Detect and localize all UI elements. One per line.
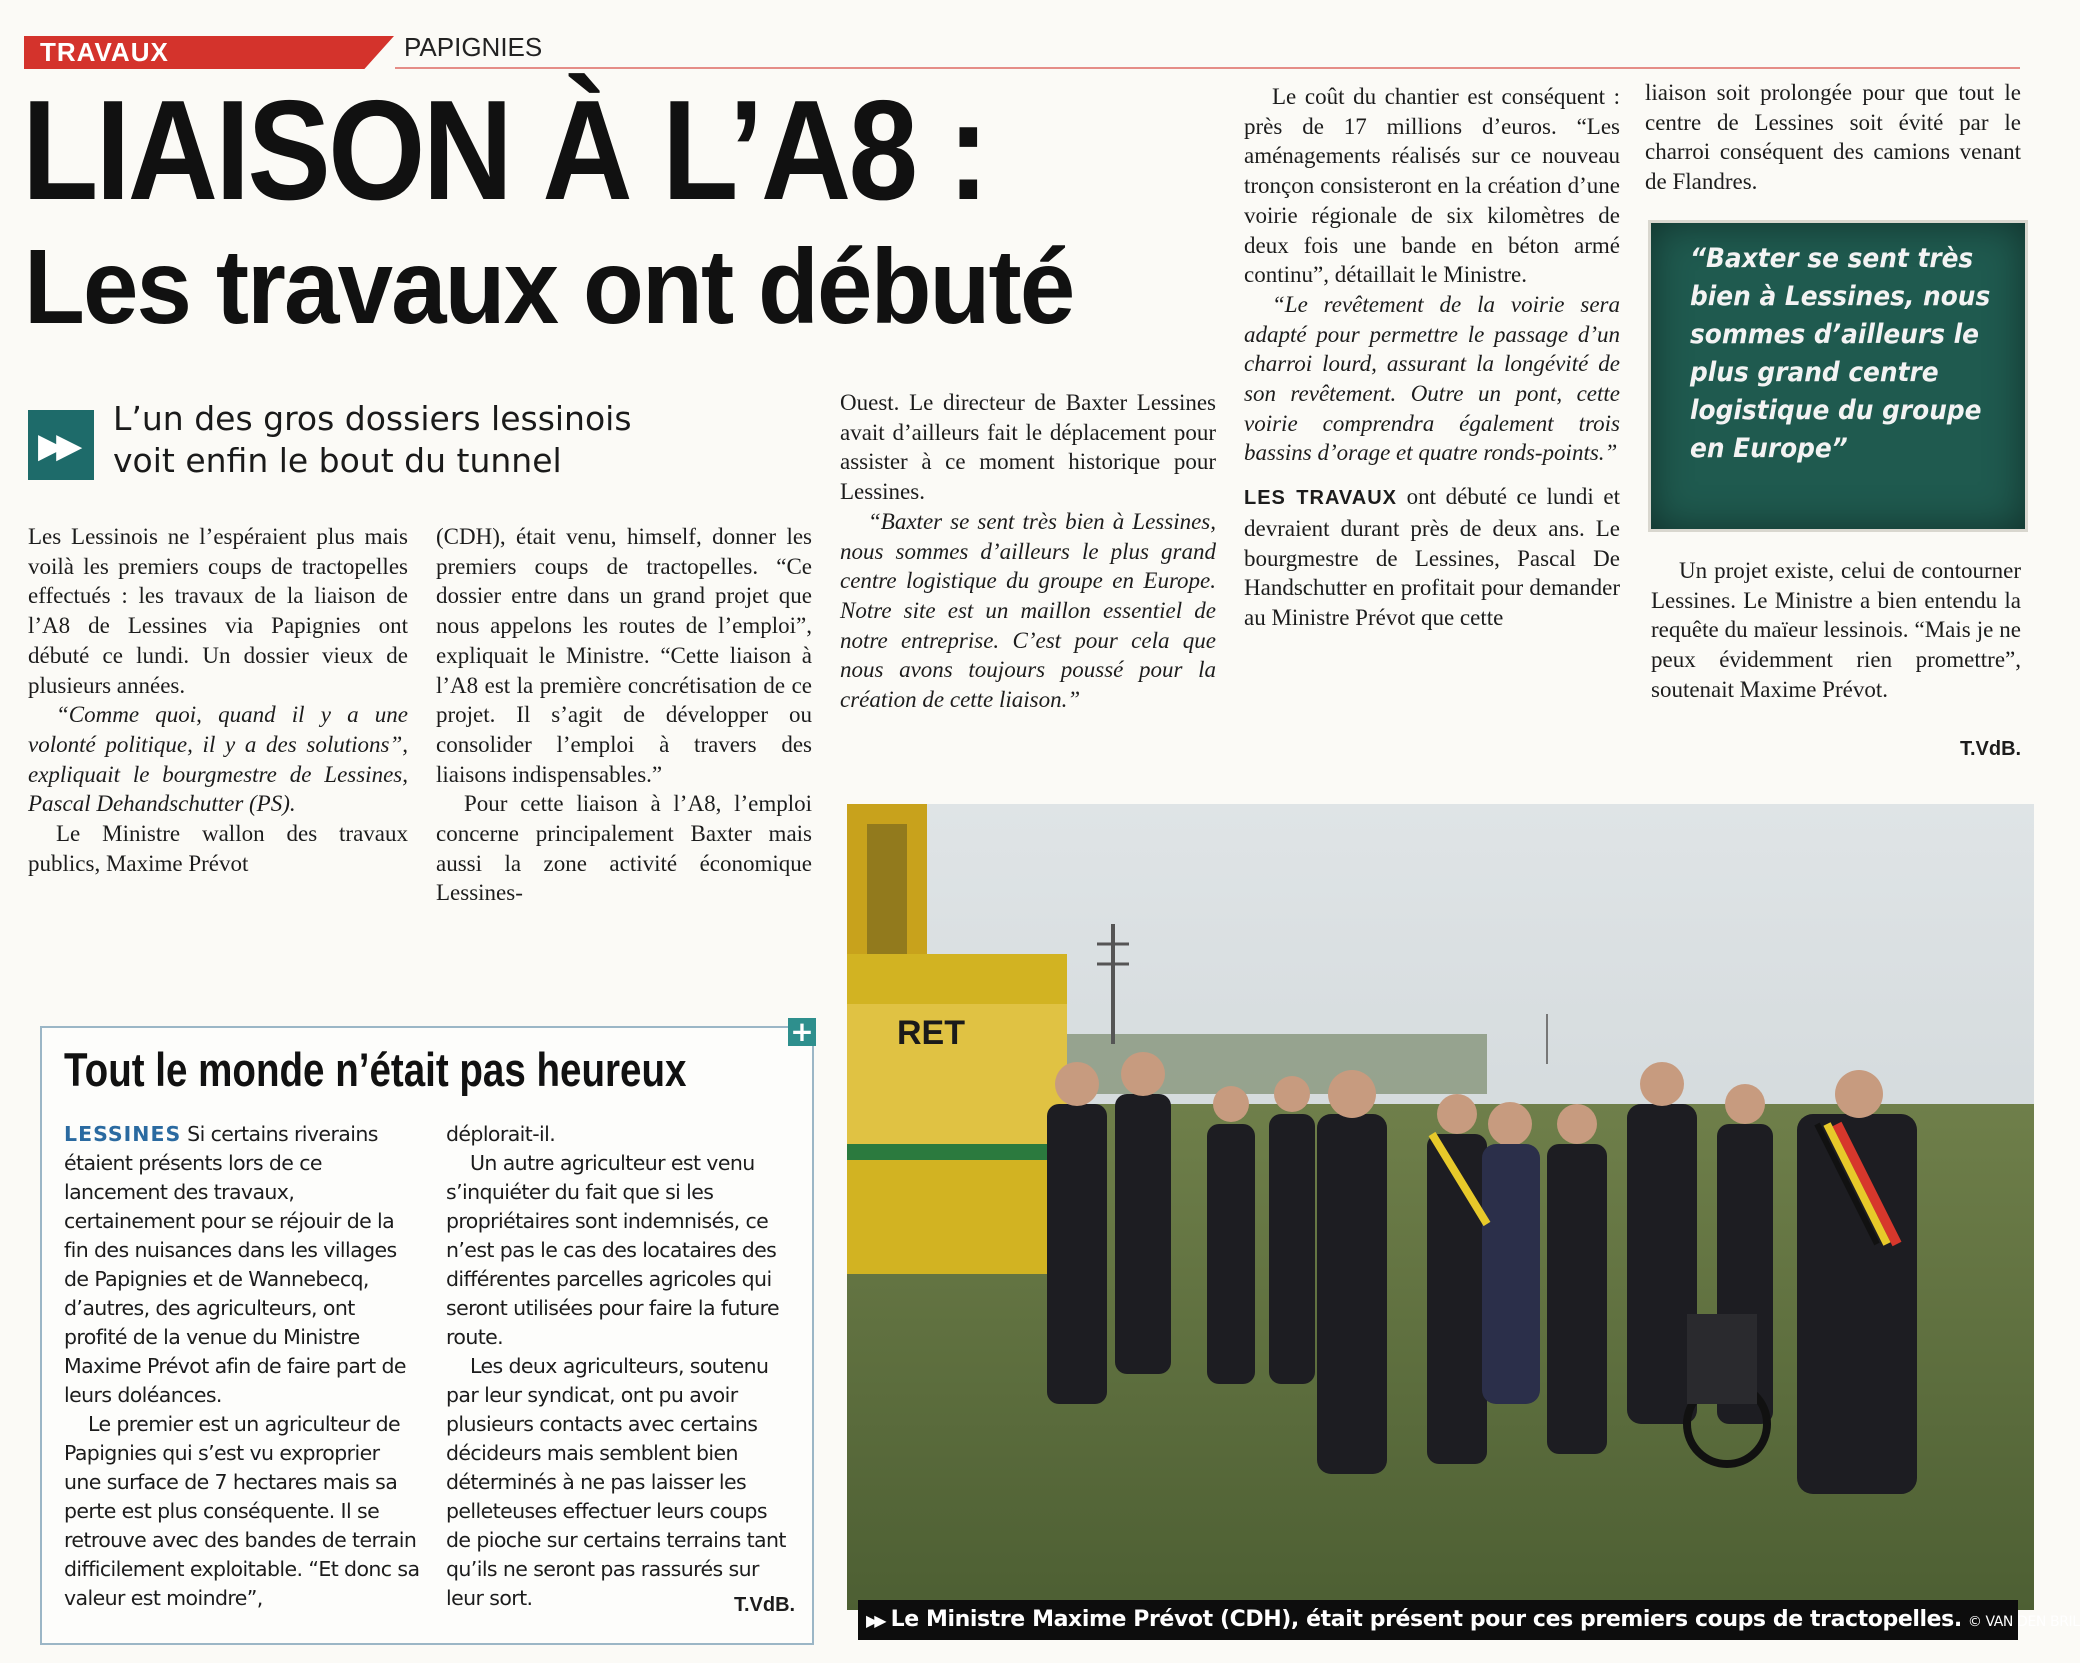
caption-text: Le Ministre Maxime Prévot (CDH), était présent pour ces premiers coups de tractopelles. (890, 1607, 1962, 1632)
paragraph: Les deux agriculteurs, soutenu par leur syndicat, ont pu avoir plusieurs contacts avec certains décideurs mais semblent bien déterminés à ne pas laisser les pelleteuses effectuer leurs coups de pioche sur certains terrains tant qu’ils ne seront pas rassurés sur leur sort. (446, 1354, 786, 1610)
sidebar-title: Tout le monde n’était pas heureux (64, 1043, 687, 1096)
sidebar-location: LESSINES (64, 1122, 182, 1146)
deck-line-2: voit enfin le bout du tunnel (113, 441, 562, 480)
article-column-1 (28, 522, 408, 878)
paragraph: déplorait-il. (446, 1122, 556, 1146)
paragraph-text: Si certains riverains étaient présents lors de ce lancement des travaux, certainement pour se réjouir de la fin des nuisances dans les villages de Papignies et de Wannebecq, d’autres, des agriculteurs, ont profité de la venue du Ministre Maxime Prévot afin de faire part de leurs doléances. (64, 1122, 406, 1407)
news-photo (847, 804, 2034, 1610)
fast-forward-icon: ▶▶ (866, 1611, 883, 1630)
sidebar-column-2 (446, 1120, 796, 1613)
paragraph-text: ont débuté ce lundi et devraient durant près de deux ans. Le bourgmestre de Lessines, Pascal De Handschutter en profitait pour demander au Ministre Prévot que cette (1244, 484, 1621, 630)
fast-forward-icon: ▶▶ (28, 410, 94, 480)
photo-caption (866, 1604, 2080, 1638)
plus-icon: + (788, 1018, 816, 1046)
paragraph: “Baxter se sent très bien à Lessines, nous sommes d’ailleurs le plus grand centre logistique du groupe en Europe. Notre site est un maillon essentiel de notre entreprise. C’est pour cela que nous avons toujours poussé pour la création de cette liaison.” (840, 508, 1216, 713)
article-column-4 (1244, 82, 1620, 633)
photo-credit: © VAN DEN BRIL (1967, 1614, 2080, 1630)
section-label: TRAVAUX (40, 37, 169, 67)
pull-quote: “Baxter se sent très bien à Lessines, nous sommes d’ailleurs le plus grand centre logistique du groupe en Europe” (1690, 243, 1991, 464)
header-rule (395, 67, 2020, 69)
paragraph: “Comme quoi, quand il y a une volonté politique, il y a des solutions”, expliquait le bourgmestre de Lessines, Pascal Dehandschutter (PS). (28, 702, 408, 817)
paragraph: (CDH), était venu, himself, donner les premiers coups de tractopelles. “Ce dossier entre dans un grand projet que nous appelons les routes de l’emploi”, expliquait le Ministre. “Cette liaison à l’A8 est la première concrétisation de ce projet. Il s’agit de développer ou consolider l’emploi à travers des liaisons indispensables.” (436, 524, 812, 787)
article-signature: T.VdB. (1960, 738, 2022, 760)
paragraph: Pour cette liaison à l’A8, l’emploi concerne principalement Baxter mais aussi la zone activité économique Lessines- (436, 791, 812, 906)
article-column-5a (1645, 78, 2021, 197)
deck (113, 398, 833, 482)
photo-illustration (847, 804, 2034, 1610)
paragraph: Un autre agriculteur est venu s’inquiéter du fait que si les propriétaires sont indemnisés, ce n’est pas le cas des locataires des différentes parcelles agricoles qui seront utilisées pour faire la future route. (446, 1151, 780, 1349)
sidebar-signature: T.VdB. (734, 1594, 796, 1616)
headline-line-2: Les travaux ont débuté (24, 228, 1074, 346)
headline-line-1: LIAISON À L’A8 : (22, 71, 987, 230)
paragraph (1244, 482, 1620, 633)
paragraph: Ouest. Le directeur de Baxter Lessines avait d’ailleurs fait le déplacement pour assister à ce moment historique pour Lessines. (840, 390, 1216, 505)
place-label: PAPIGNIES (404, 32, 543, 62)
paragraph: Un projet existe, celui de contourner Lessines. Le Ministre a bien entendu la requête du maïeur lessinois. “Mais je ne peux évidemment rien promettre”, soutenait Maxime Prévot. (1651, 558, 2021, 702)
paragraph: Le coût du chantier est conséquent : près de 17 millions d’euros. “Les aménagements réalisés sur ce nouveau tronçon consisteront en la création d’une voirie régionale de six kilomètres de deux fois une bande en béton armé continu”, détaillait le Ministre. (1244, 84, 1620, 288)
paragraph: Le premier est un agriculteur de Papignies qui s’est vu exproprier une surface de 7 hectares mais sa perte est plus conséquente. Il se retrouve avec des bandes de terrain difficilement exploitable. “Et donc sa valeur est moindre”, (64, 1412, 420, 1610)
article-column-5b (1651, 556, 2021, 705)
article-column-2 (436, 522, 812, 908)
paragraph (64, 1120, 420, 1410)
paragraph: “Le revêtement de la voirie sera adapté pour permettre le passage d’un charroi lourd, assurant la longévité de son revêtement. Outre un pont, cette voirie comprendra également trois bassins d’orage et quatre ronds-points.” (1244, 291, 1620, 466)
sidebar-column-1 (64, 1120, 420, 1613)
paragraph: Les Lessinois ne l’espéraient plus mais voilà les premiers coups de tractopelles effectués : les travaux de la liaison de l’A8 de Lessines via Papignies ont débuté ce lundi. Un dossier vieux de plusieurs années. (28, 524, 408, 698)
lead-in: LES TRAVAUX (1244, 487, 1398, 510)
paragraph: Le Ministre wallon des travaux publics, Maxime Prévot (28, 821, 408, 876)
paragraph: liaison soit prolongée pour que tout le centre de Lessines soit évité par le charroi conséquent des camions venant de Flandres. (1645, 80, 2021, 195)
deck-line-1: L’un des gros dossiers lessinois (113, 399, 632, 438)
article-column-3 (840, 388, 1216, 715)
machine-text: RET (897, 1014, 965, 1052)
